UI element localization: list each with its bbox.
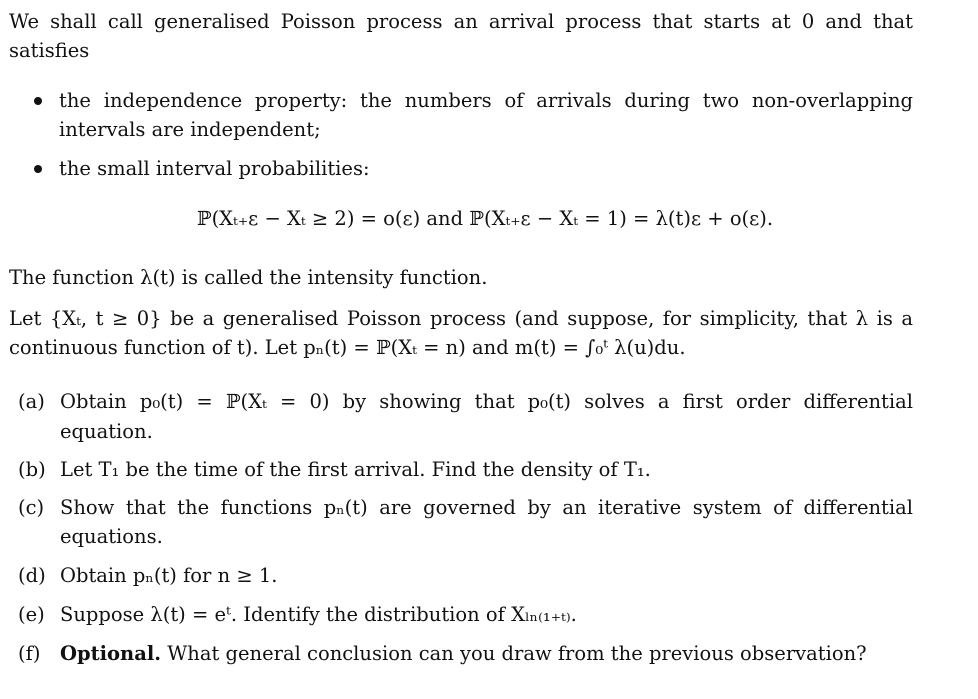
question-label: (b) bbox=[18, 458, 46, 481]
question-text-line-1: Let T₁ be the time of the first arrival. Find the density of T₁. bbox=[60, 458, 651, 481]
question-text-line-1: Suppose λ(t) = eᵗ. Identify the distribution of Xₗₙ₍₁₊ₜ₎. bbox=[60, 603, 577, 626]
question-text: What general conclusion can you draw from the previous observation? bbox=[161, 642, 867, 665]
bullet-text-line-1: the independence property: the numbers of arrivals during two non-overlapping bbox=[59, 89, 913, 112]
bullet-text-line-1: the small interval probabilities: bbox=[59, 157, 370, 180]
question-text-line-1: Show that the functions pₙ(t) are governed by an iterative system of differential bbox=[60, 496, 913, 519]
question-label: (a) bbox=[18, 390, 45, 413]
question-label: (c) bbox=[18, 496, 45, 519]
question-text-line-2: equations. bbox=[60, 525, 163, 548]
bullet-dot-icon bbox=[34, 97, 42, 105]
question-text-line-1: Obtain p₀(t) = ℙ(Xₜ = 0) by showing that p₀(t) solves a first order differential bbox=[60, 390, 913, 413]
bullet-text-line-2: intervals are independent; bbox=[59, 118, 321, 141]
paragraph-intensity: The function λ(t) is called the intensity function. bbox=[9, 266, 488, 289]
optional-label: Optional. bbox=[60, 642, 162, 665]
display-formula: ℙ(Xₜ₊ε − Xₜ ≥ 2) = o(ε) and ℙ(Xₜ₊ε − Xₜ = 1) = λ(t)ε + o(ε). bbox=[196, 207, 774, 230]
intro-line-1: We shall call generalised Poisson process an arrival process that starts at 0 and that bbox=[9, 10, 913, 33]
question-label: (e) bbox=[18, 603, 45, 626]
question-text-line-1: Obtain pₙ(t) for n ≥ 1. bbox=[60, 564, 278, 587]
intro-line-2: satisfies bbox=[9, 39, 90, 62]
paragraph-definition-line-2: continuous function of t). Let pₙ(t) = ℙ(Xₜ = n) and m(t) = ∫₀ᵗ λ(u)du. bbox=[9, 336, 686, 359]
question-text-line-2: equation. bbox=[60, 420, 153, 443]
bullet-dot-icon bbox=[34, 165, 42, 173]
paragraph-definition-line-1: Let {Xₜ, t ≥ 0} be a generalised Poisson process (and suppose, for simplicity, that λ is a bbox=[9, 307, 913, 330]
question-label: (d) bbox=[18, 564, 46, 587]
question-text-line-1 bbox=[60, 642, 867, 665]
question-label: (f) bbox=[18, 642, 41, 665]
